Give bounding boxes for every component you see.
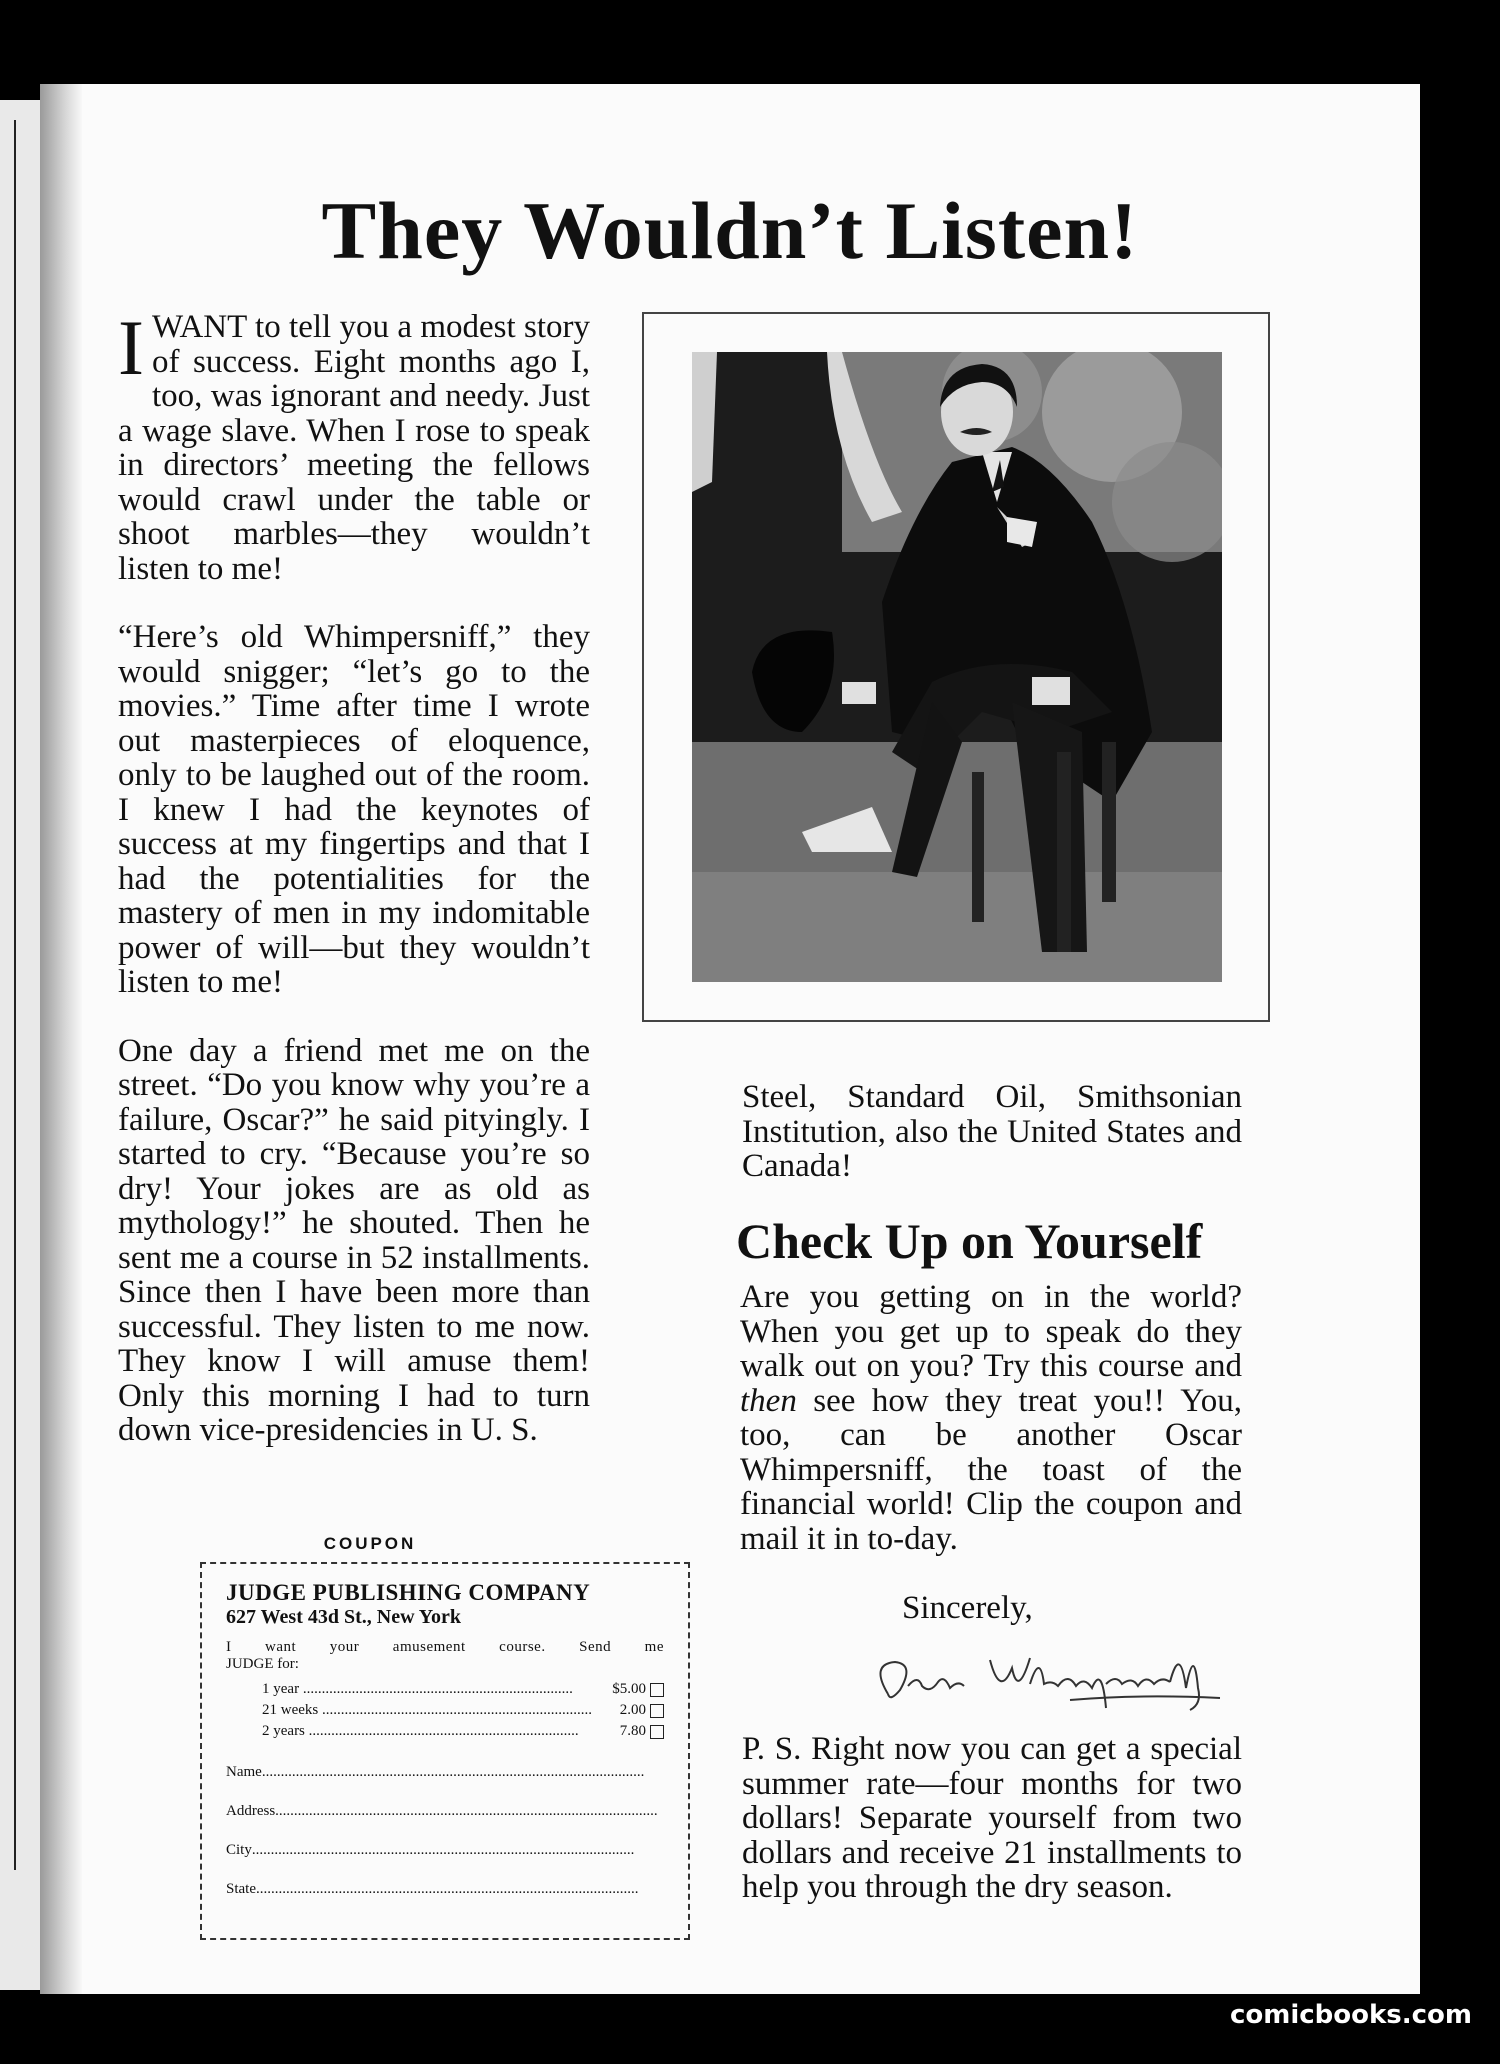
ps-paragraph: P. S. Right now you can get a special summer rate—four months for two dollars! Separate yourself from two dollars and receive 21 installments to help you through the dry season.: [742, 1731, 1242, 1905]
headline: They Wouldn’t Listen!: [321, 185, 1139, 276]
coupon-option-1-year[interactable]: 1 year ..... $5.00: [226, 1679, 664, 1700]
story-column-left: [118, 304, 590, 1448]
story-paragraph-1: IWANT to tell you a modest story of success. Eight months ago I, too, was ignorant and needy. Just a wage slave. When I rose to speak in directors’ meeting the fellows would crawl under the table or shoot marbles—they wouldn’t listen to me!: [118, 304, 590, 587]
story-continued: [742, 1080, 1242, 1184]
coupon-address: 627 West 43d St., New York: [226, 1606, 462, 1628]
checkbox-2-years[interactable]: [650, 1725, 664, 1739]
signoff: Sincerely,: [902, 1590, 1033, 1626]
story-paragraph-3: One day a friend met me on the street. “Do you know why you’re a failure, Oscar?” he said pityingly. I started to cry. “Because you’re so dry! Your jokes are as old as mythology!” he shouted. Then he sent me a course in 52 installments. Since then I have been more than successful. They listen to me now. They know I will amuse them! Only this morning I had to turn down vice-presidencies in U. S.: [118, 1032, 590, 1448]
subscription-coupon[interactable]: [200, 1562, 690, 1940]
coupon-request-cont: JUDGE for:: [226, 1656, 299, 1672]
coupon-request: I want your amusement course. Send me: [226, 1639, 664, 1655]
checkbox-1-year[interactable]: [650, 1683, 664, 1697]
site-watermark: comicbooks.com: [1229, 2000, 1472, 2030]
pitch-paragraph: Are you getting on in the world? When you get up to speak do they walk out on you? Try this course and then see how they treat you!! You, too, can be another Oscar Whimpersniff, the toast of the financial world! Clip the coupon and mail it in to-day.: [740, 1279, 1243, 1557]
name-field[interactable]: Name .....: [226, 1742, 664, 1781]
signature-image: [840, 1624, 1260, 1714]
postscript: [742, 1732, 1242, 1905]
coupon-company: JUDGE PUBLISHING COMPANY: [226, 1580, 591, 1605]
story-paragraph-3-continued: Steel, Standard Oil, Smithsonian Institution, also the United States and Canada!: [742, 1079, 1242, 1184]
story-paragraph-2: “Here’s old Whimpersniff,” they would snigger; “let’s go to the movies.” Time after time I wrote out masterpieces of eloquence, only to be laughed out of the room. I knew I had the keynotes of success at my fingertips and that I had the potentialities for the mastery of men in my indomitable power of will—but they wouldn’t listen to me!: [118, 619, 590, 1000]
checkbox-21-weeks[interactable]: [650, 1704, 664, 1718]
drop-cap: I: [118, 304, 144, 391]
sales-pitch: [740, 1280, 1242, 1556]
subheading: Check Up on Yourself: [736, 1213, 1203, 1269]
portrait-frame: [642, 312, 1270, 1022]
magazine-page: [40, 84, 1420, 1994]
city-field[interactable]: City .....: [226, 1820, 664, 1859]
address-field[interactable]: Address .....: [226, 1781, 664, 1820]
page-gutter-shadow: [40, 84, 82, 1994]
state-field[interactable]: State .....: [226, 1859, 664, 1898]
portrait-photo: [692, 352, 1222, 982]
coupon-option-21-weeks[interactable]: 21 weeks ..... 2.00: [226, 1700, 664, 1721]
facing-page-edge: [0, 100, 40, 1990]
coupon-option-2-years[interactable]: 2 years ..... 7.80: [226, 1721, 664, 1742]
coupon-label: COUPON: [323, 1534, 417, 1553]
